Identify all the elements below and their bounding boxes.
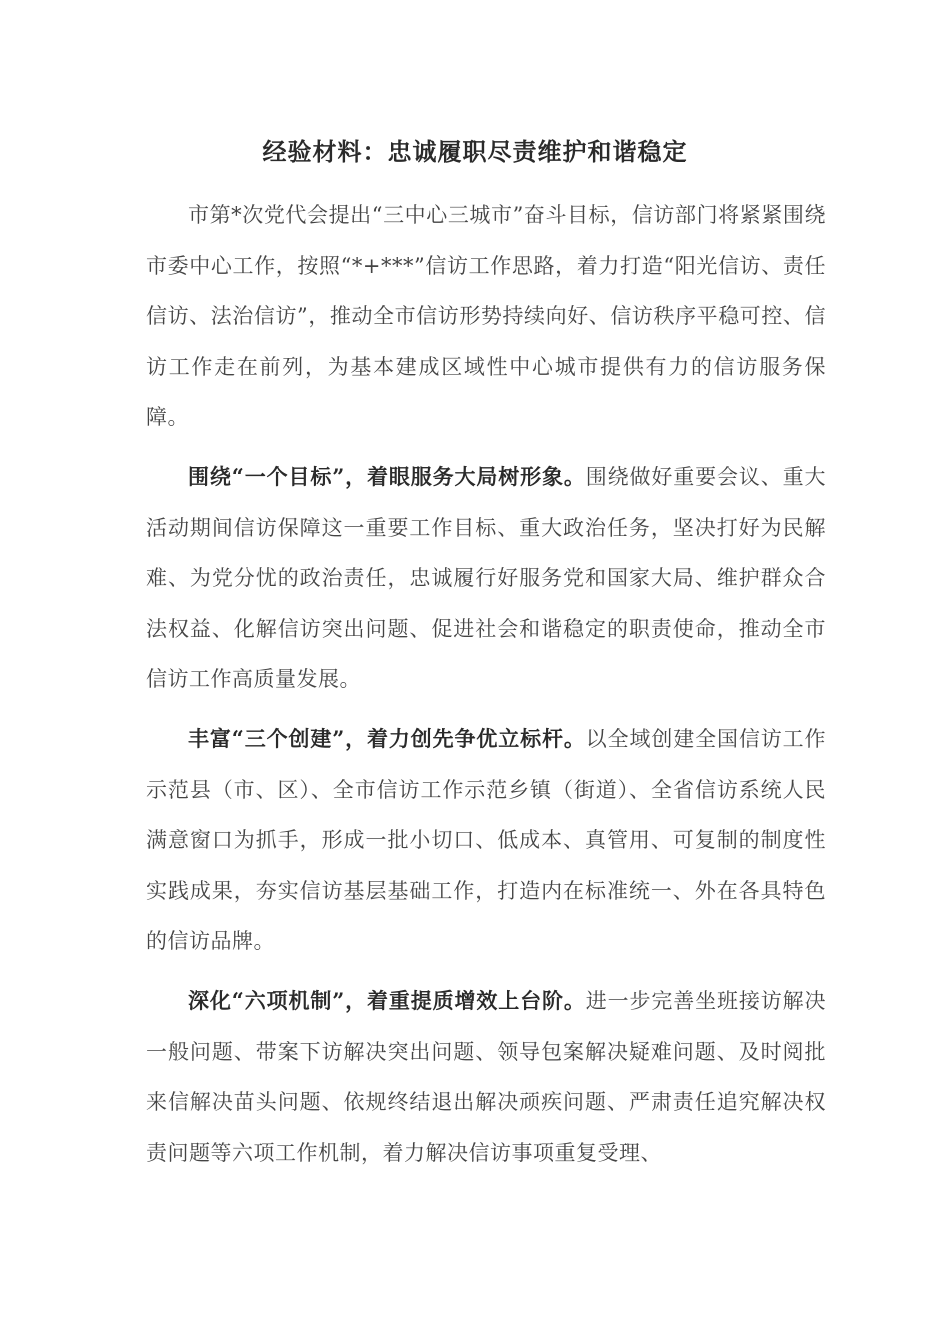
paragraph-three-creations (146, 714, 826, 967)
paragraph-lead: 深化“六项机制”，着重提质增效上台阶。 (188, 988, 586, 1013)
paragraph-lead: 丰富“三个创建”，着力创先争优立标杆。 (188, 726, 586, 751)
paragraph-body: 进一步完善坐班接访解决一般问题、带案下访解决突出问题、领导包案解决疑难问题、及时阅批来信解决苗头问题、依规终结退出解决顽疾问题、严肃责任追究解决权责问题等六项工作机制，着力解决信访事项重复受理、 (146, 989, 826, 1165)
paragraph-six-mechanisms (146, 976, 826, 1178)
document-title: 经验材料：忠诚履职尽责维护和谐稳定 (262, 137, 688, 166)
paragraph-body: 市第*次党代会提出“三中心三城市”奋斗目标，信访部门将紧紧围绕市委中心工作，按照“*+***”信访工作思路，着力打造“阳光信访、责任信访、法治信访”，推动全市信访形势持续向好、信访秩序平稳可控、信访工作走在前列，为基本建成区域性中心城市提供有力的信访服务保障。 (146, 203, 826, 429)
paragraph-body: 以全域创建全国信访工作示范县（市、区）、全市信访工作示范乡镇（街道）、全省信访系统人民满意窗口为抓手，形成一批小切口、低成本、真管用、可复制的制度性实践成果，夯实信访基层基础工作，打造内在标准统一、外在各具特色的信访品牌。 (146, 727, 826, 953)
paragraph-one-goal (146, 452, 826, 705)
paragraph-lead: 围绕“一个目标”，着眼服务大局树形象。 (188, 464, 586, 489)
paragraph-body: 围绕做好重要会议、重大活动期间信访保障这一重要工作目标、重大政治任务，坚决打好为民解难、为党分忧的政治责任，忠诚履行好服务党和国家大局、维护群众合法权益、化解信访突出问题、促进社会和谐稳定的职责使命，推动全市信访工作高质量发展。 (146, 465, 826, 691)
paragraph-intro (146, 190, 826, 443)
